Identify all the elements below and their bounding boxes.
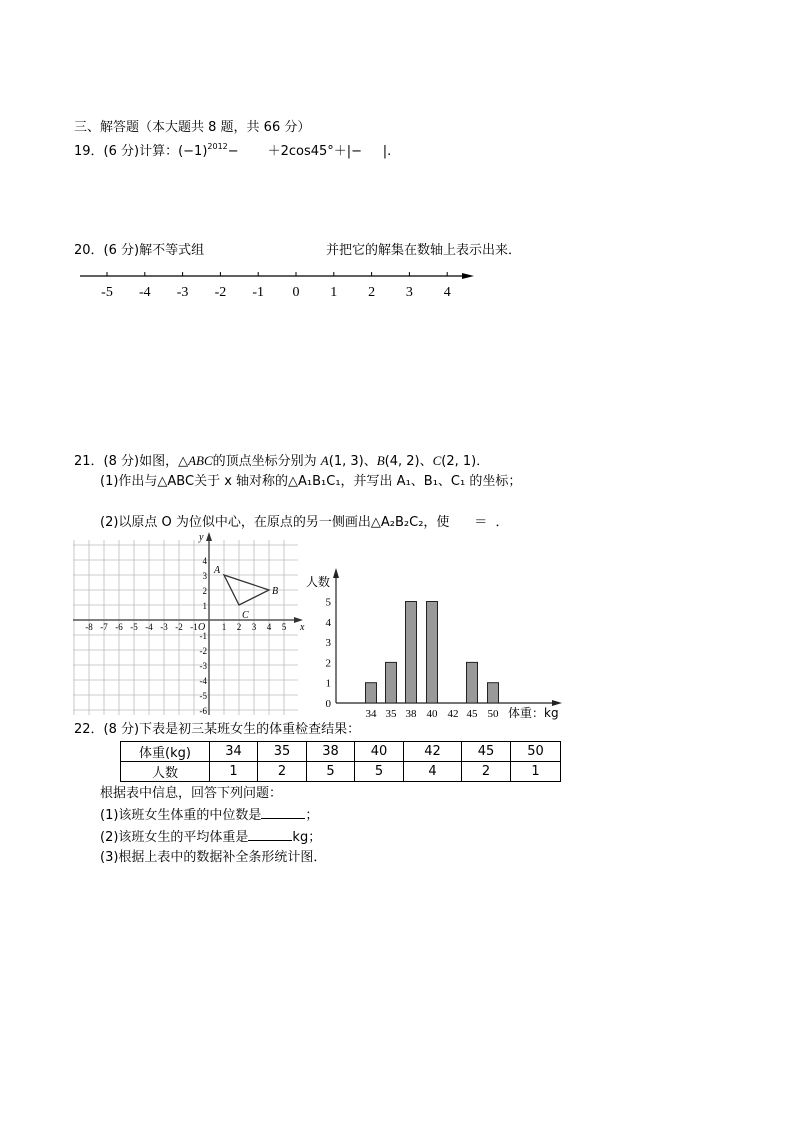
number-line-label: -2 <box>214 285 227 300</box>
q21-line3: (2)以原点 O 为位似中心，在原点的另一侧画出△A₂B₂C₂，使 ＝ ． <box>100 515 509 530</box>
x-tick-label: 2 <box>236 622 242 632</box>
table-header: 体重(kg) <box>121 742 210 762</box>
q22-prompt: 根据表中信息，回答下列问题： <box>100 786 283 801</box>
x-tick-label: -7 <box>100 622 108 632</box>
x-tick-label: -2 <box>175 622 183 632</box>
number-line-label: -4 <box>138 285 151 300</box>
y-axis-label: y <box>199 532 204 543</box>
number-line-label: 1 <box>330 285 338 300</box>
x-tick-label: -3 <box>160 622 168 632</box>
table-cell: 5 <box>355 762 404 782</box>
y-tick-label: 2 <box>202 586 207 596</box>
y-tick-label: -1 <box>199 631 207 641</box>
weight-table <box>120 741 561 782</box>
chart-y-arrow-icon <box>333 568 339 578</box>
chart-x-tick: 50 <box>487 708 499 720</box>
x-tick-label: -8 <box>85 622 93 632</box>
q22-part3: (3)根据上表中的数据补全条形统计图． <box>100 850 327 865</box>
table-cell: 50 <box>511 742 561 762</box>
chart-x-tick: 35 <box>385 708 397 720</box>
y-tick-label: 4 <box>202 556 207 566</box>
y-tick-label: 1 <box>202 601 207 611</box>
table-cell: 40 <box>355 742 404 762</box>
q21-line1: 21．(8 分)如图，△ABC的顶点坐标分别为 A(1, 3)、B(4, 2)、C(2, 1)． <box>74 453 490 469</box>
chart-bar <box>467 662 478 703</box>
x-tick-label: 5 <box>281 622 287 632</box>
table-cell: 1 <box>511 762 561 782</box>
x-tick-label: -4 <box>145 622 153 632</box>
q20-text-a: 20．(6 分)解不等式组 <box>74 243 205 258</box>
chart-x-tick: 34 <box>365 708 377 720</box>
number-line-arrow-icon <box>462 273 474 279</box>
x-tick-label: 1 <box>221 622 227 632</box>
chart-x-tick: 42 <box>447 708 459 720</box>
chart-bar <box>386 662 397 703</box>
number-line-label: 0 <box>292 285 300 300</box>
q22-part1: (1)该班女生体重的中位数是 ； <box>100 808 319 823</box>
x-axis-label: x <box>300 622 305 633</box>
q19-text: 19．(6 分)计算：(−1) <box>74 144 208 159</box>
table-row <box>121 762 561 782</box>
q21-line2: (1)作出与△ABC关于 x 轴对称的△A₁B₁C₁，并写出 A₁、B₁、C₁ 的坐标； <box>100 474 522 489</box>
table-cell: 34 <box>210 742 258 762</box>
chart-y-tick: 0 <box>325 698 331 710</box>
table-cell: 45 <box>462 742 511 762</box>
x-tick-label: -1 <box>190 622 198 632</box>
chart-x-tick: 40 <box>426 708 438 720</box>
chart-y-tick: 5 <box>325 596 331 609</box>
chart-x-tick: 38 <box>405 708 417 720</box>
chart-bar <box>406 602 417 704</box>
chart-bar <box>366 683 377 703</box>
number-line-label: -1 <box>252 285 265 300</box>
section-title: 三、解答题（本大题共 8 题，共 66 分） <box>74 120 311 135</box>
y-tick-label: -5 <box>199 691 207 701</box>
chart-y-tick: 1 <box>325 677 331 690</box>
y-axis-arrow-icon <box>206 532 212 541</box>
answer-blank <box>261 806 305 819</box>
point-label-B: B <box>272 586 279 597</box>
q19-exponent: 2012 <box>207 142 228 151</box>
chart-y-label: 人数 <box>306 575 331 589</box>
table-header: 人数 <box>121 762 210 782</box>
y-tick-label: -3 <box>199 661 207 671</box>
number-line-label: -3 <box>176 285 189 300</box>
y-tick-label: 3 <box>202 571 207 581</box>
point-label-A: A <box>214 565 221 576</box>
x-tick-label: -6 <box>115 622 123 632</box>
q20-text-b: 并把它的解集在数轴上表示出来． <box>326 243 522 258</box>
number-line-label: 3 <box>405 285 413 300</box>
chart-y-tick: 2 <box>325 657 331 670</box>
x-tick-label: -5 <box>130 622 138 632</box>
x-tick-label: 4 <box>266 622 272 632</box>
point-label-C: C <box>242 610 249 621</box>
y-tick-label: -4 <box>199 676 207 686</box>
y-tick-label: -2 <box>199 646 207 656</box>
answer-blank <box>248 828 292 841</box>
table-cell: 4 <box>404 762 462 782</box>
number-line-label: 2 <box>368 285 376 300</box>
number-line-label: 4 <box>443 285 451 300</box>
chart-y-tick: 3 <box>325 637 331 650</box>
chart-x-label: 体重：kg <box>508 706 559 720</box>
chart-y-tick: 4 <box>325 616 331 629</box>
table-cell: 1 <box>210 762 258 782</box>
table-row <box>121 742 561 762</box>
table-cell: 42 <box>404 742 462 762</box>
number-line-label: -5 <box>101 285 113 300</box>
q19-rest: − ＋2cos45°＋|− |. <box>227 144 392 159</box>
table-cell: 35 <box>258 742 307 762</box>
table-cell: 2 <box>462 762 511 782</box>
q22-intro: 22．(8 分)下表是初三某班女生的体重检查结果： <box>74 722 361 737</box>
table-cell: 38 <box>307 742 355 762</box>
q22-part2: (2)该班女生的平均体重是 kg； <box>100 830 322 845</box>
chart-bar <box>488 683 499 703</box>
origin-label: O <box>198 622 206 633</box>
chart-x-tick: 45 <box>466 708 478 720</box>
table-cell: 2 <box>258 762 307 782</box>
y-tick-label: -6 <box>199 706 207 716</box>
x-tick-label: 3 <box>251 622 257 632</box>
chart-bar <box>427 602 438 704</box>
table-cell: 5 <box>307 762 355 782</box>
